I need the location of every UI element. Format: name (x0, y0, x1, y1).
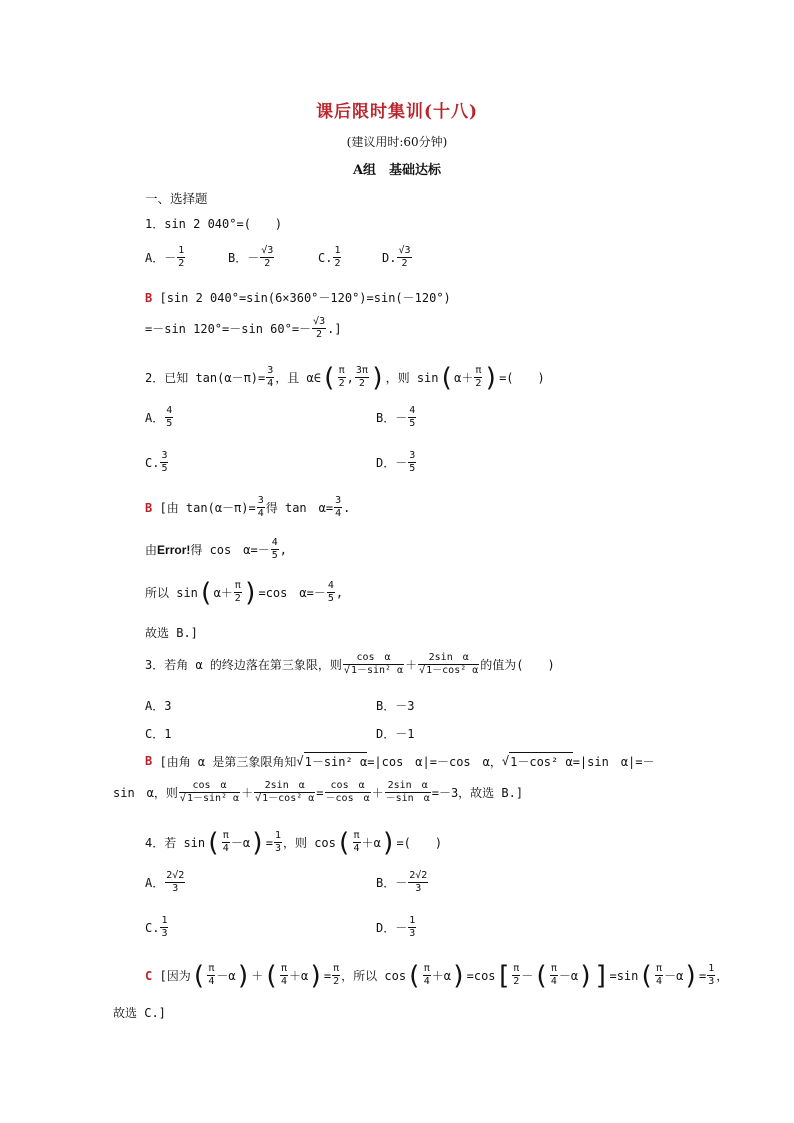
fraction: $\frac{3}{4}$ (267, 365, 274, 389)
answer-letter: C (145, 968, 153, 983)
paren-close: ) (483, 362, 500, 393)
fraction: $\frac{\text{cos α}}{\text{√1－sin² α}}$ (179, 780, 240, 804)
fraction: $\frac{\text{cos α}}{\text{√1－sin² α}}$ (343, 652, 404, 676)
fraction: $\frac{3}{4}$ (257, 495, 264, 519)
fraction: $\frac{\text{cos α}}{\text{－cos α}}$ (325, 780, 370, 804)
fraction: $\frac{2√2}{3}$ (166, 870, 185, 894)
answer-letter: B (145, 754, 153, 768)
fraction: $\frac{\pi}{4}$ (550, 963, 557, 987)
fraction: $\frac{1}{3}$ (161, 915, 168, 939)
fraction: $\frac{√3}{2}$ (261, 245, 274, 269)
option-label: D．－ (376, 921, 408, 935)
fraction: $\frac{\pi}{2}$ (333, 963, 340, 987)
fraction: $\frac{\pi}{4}$ (280, 963, 287, 987)
option-label: A． (145, 876, 165, 890)
fraction: $\frac{\pi}{2}$ (234, 580, 241, 604)
option-label: C. (318, 250, 333, 265)
q1-option-b (228, 245, 275, 270)
q3-option-a: A．3 (145, 699, 172, 713)
q3-solution-line2: sin α，则 $\frac{\text{cos α}}{\text{√1－sin² α}}$ ＋ $\frac{\text{2sin α}}{\text{√1－cos² α}}$ = $\frac{\text{cos α}}{\text{－cos α}}$ ＋ $\frac{\text{2sin α}}{\text{－sin α}}$ =－3，故选 B.] (113, 780, 524, 804)
fraction: $\frac{1}{3}$ (708, 963, 715, 987)
option-label: C. (145, 455, 160, 470)
fraction: $\frac{3\pi}{2}$ (355, 365, 368, 389)
fraction: $\frac{3}{4}$ (335, 495, 342, 519)
option-label: B．－ (376, 411, 408, 425)
q4-option-a (145, 870, 186, 895)
fraction: $\frac{2√2}{3}$ (409, 870, 428, 894)
q4-option-c (145, 915, 169, 940)
error-text: Error! (157, 542, 191, 557)
q4-option-b (376, 870, 429, 895)
page-title: 课后限时集训(十八) (315, 102, 479, 122)
paren-open: ( (205, 827, 221, 858)
fraction: $\frac{3}{5}$ (161, 450, 168, 474)
q2-solution-line1: B [由 tan(α－π)= $\frac{3}{4}$ 得 tan α= $\frac{3}{4}$ . (145, 495, 351, 519)
option-label: D．－ (376, 456, 408, 470)
q1-stem: 1．sin 2 040°=( ) (145, 217, 283, 231)
q2-option-d (376, 450, 417, 475)
option-label: B．－ (376, 876, 408, 890)
q2-solution-line2: 由 Error! 得 cos α=－ $\frac{4}{5}$ , (145, 537, 287, 561)
q3-stem: 3．若角 α 的终边落在第三象限，则 $\frac{\text{cos α}}{\text{√1－sin² α}}$ ＋ $\frac{\text{2sin α}}{\text{√1－cos² α}}$ 的值为( ) (145, 652, 555, 676)
fraction: $\frac{1}{2}$ (178, 245, 185, 269)
paren-close: ) (242, 577, 259, 608)
option-label: A． (145, 411, 165, 425)
q1-option-c (318, 245, 342, 270)
fraction: $\frac{1}{3}$ (274, 830, 281, 854)
paren-open: ( (197, 577, 214, 608)
fraction: $\frac{\pi}{4}$ (656, 963, 663, 987)
q1-solution-line1: B [sin 2 040°=sin(6×360°－120°)=sin(－120°) (145, 290, 451, 305)
option-label: B．－ (228, 251, 260, 265)
q2-option-b (376, 405, 417, 430)
fraction: $\frac{\text{2sin α}}{\text{－sin α}}$ (385, 780, 430, 804)
q4-solution-line2: 故选 C.] (113, 1006, 166, 1020)
q3-option-b: B．－3 (376, 699, 415, 713)
paren-open: ( (438, 362, 455, 393)
fraction: $\frac{\pi}{4}$ (423, 963, 430, 987)
q3-solution-line1: B [由角 α 是第三象限角知 √ 1－sin² α =|cos α|=－cos α， √ 1－cos² α =|sin α|=－ (145, 754, 655, 769)
q2-solution-line3: 所以 sin ( α＋ $\frac{\pi}{2}$ ) =cos α=－ $\frac{4}{5}$ , (145, 577, 344, 608)
q2-option-a (145, 405, 174, 430)
fraction: $\frac{1}{2}$ (334, 245, 341, 269)
group-label: A组 基础达标 (352, 163, 442, 178)
fraction: $\frac{\pi}{2}$ (513, 963, 520, 987)
answer-letter: B (145, 290, 153, 305)
fraction: $\frac{4}{5}$ (271, 537, 278, 561)
fraction: $\frac{√3}{2}$ (398, 245, 411, 269)
option-label: A．－ (145, 251, 177, 265)
fraction: $\frac{3}{5}$ (409, 450, 416, 474)
paren-close: ) (380, 827, 397, 858)
fraction: $\frac{1}{3}$ (409, 915, 416, 939)
q4-solution-line1: C [因为 ( $\frac{\pi}{4}$ －α ) ＋ ( $\frac{\pi}{4}$ ＋α ) = $\frac{\pi}{2}$ ，所以 cos ( $\frac{\pi}{4}$ ＋α ) =cos [ $\frac{\pi}{2}$ － ( $\frac{\pi}{4}$ －α ) ] =sin ( $\frac{\pi}{4}$ －α ) = $\frac{1}{3}$ ， (145, 960, 729, 991)
option-label: C. (145, 920, 160, 935)
fraction: $\frac{4}{5}$ (166, 405, 173, 429)
q2-option-c (145, 450, 169, 475)
q3-option-d: D．－1 (376, 727, 415, 741)
fraction: $\frac{√3}{2}$ (313, 316, 326, 340)
answer-letter: B (145, 500, 153, 515)
q1-option-a (145, 245, 186, 270)
fraction: $\frac{\pi}{4}$ (222, 830, 229, 854)
q3-option-c: C．1 (145, 727, 172, 741)
paren-open: ( (320, 362, 337, 393)
fraction: $\frac{\pi}{2}$ (475, 365, 482, 389)
q1-option-d (382, 245, 413, 270)
fraction: $\frac{\pi}{4}$ (353, 830, 360, 854)
time-hint: (建议用时:60分钟) (346, 135, 448, 149)
q4-option-d (376, 915, 417, 940)
q1-solution-line2: =－sin 120°=－sin 60°=－ $\frac{√3}{2}$ .] (145, 316, 342, 340)
fraction: $\frac{\pi}{4}$ (208, 963, 215, 987)
fraction: $\frac{4}{5}$ (409, 405, 416, 429)
fraction: $\frac{4}{5}$ (327, 580, 334, 604)
q4-stem: 4．若 sin ( $\frac{\pi}{4}$ －α ) = $\frac{1}{3}$ ，则 cos ( $\frac{\pi}{4}$ ＋α ) =( ) (145, 827, 443, 858)
fraction: $\frac{\text{2sin α}}{\text{√1－cos² α}}$ (255, 780, 315, 804)
fraction: $\frac{\text{2sin α}}{\text{√1－cos² α}}$ (419, 652, 479, 676)
q2-stem: 2．已知 tan(α－π)= $\frac{3}{4}$ ，且 α∈ ( $\frac{\pi}{2}$ , $\frac{3\pi}{2}$ ) ，则 sin ( α＋ $\frac{\pi}{2}$ ) =( ) (145, 362, 545, 393)
option-label: D. (382, 250, 397, 265)
section-heading: 一、选择题 (145, 191, 208, 206)
q2-solution-line4: 故选 B.] (145, 626, 198, 640)
fraction: $\frac{\pi}{2}$ (338, 365, 345, 389)
paren-open: ( (335, 827, 352, 858)
paren-close: ) (250, 827, 266, 858)
paren-close: ) (369, 362, 386, 393)
